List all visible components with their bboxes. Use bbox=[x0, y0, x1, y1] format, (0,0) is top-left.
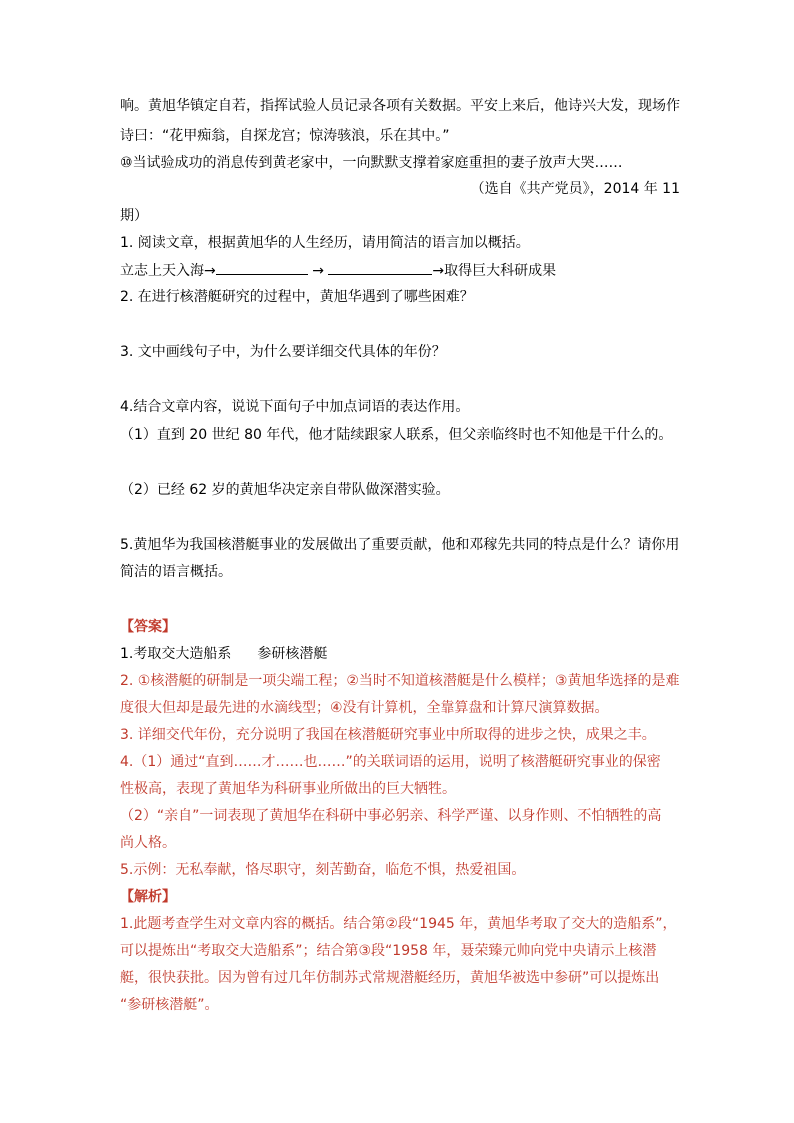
question-2: 2. 在进行核潜艇研究的过程中，黄旭华遇到了哪些困难？ bbox=[120, 289, 474, 305]
answer-1-part-2: 参研核潜艇 bbox=[257, 646, 328, 662]
answer-3: 3. 详细交代年份，充分说明了我国在核潜艇研究事业中所取得的进步之快，成果之丰。 bbox=[120, 727, 656, 743]
question-4: 4.结合文章内容，说说下面句子中加点词语的表达作用。 bbox=[120, 399, 470, 415]
answer-4-2-line-1: （2）“亲自”一词表现了黄旭华在科研中事必躬亲、科学严谨、以身作则、不怕牺牲的高 bbox=[120, 808, 662, 824]
fill-arrow: → bbox=[312, 263, 324, 279]
answer-blank-1[interactable] bbox=[216, 260, 308, 275]
passage-line-1: 响。黄旭华镇定自若，指挥试验人员记录各项有关数据。平安上来后，他诗兴大发，现场作 bbox=[120, 98, 680, 114]
answer-header: 【答案】 bbox=[120, 619, 176, 635]
question-1-fill bbox=[120, 260, 680, 281]
answer-2-line-1: 2. ①核潜艇的研制是一项尖端工程；②当时不知道核潜艇是什么模样；③黄旭华选择的是难 bbox=[120, 673, 680, 689]
passage-line-2: 诗曰：“花甲痴翁，自探龙宫；惊涛骇浪，乐在其中。” bbox=[120, 128, 450, 144]
answer-4-1-line-1: 4.（1）通过“直到……才……也……”的关联词语的运用，说明了核潜艇研究事业的保密 bbox=[120, 754, 661, 770]
answer-4-1-line-2: 性极高，表现了黄旭华为科研事业所做出的巨大牺牲。 bbox=[120, 781, 456, 797]
question-1: 1. 阅读文章，根据黄旭华的人生经历，请用简洁的语言加以概括。 bbox=[120, 235, 530, 251]
passage-line-3: ⑩当试验成功的消息传到黄老家中，一向默默支撑着家庭重担的妻子放声大哭…… bbox=[120, 155, 623, 171]
answer-5: 5.示例：无私奉献，恪尽职守，刻苦勤奋，临危不惧，热爱祖国。 bbox=[120, 862, 526, 878]
question-5-line-2: 简洁的语言概括。 bbox=[120, 564, 232, 580]
answer-2-line-2: 度很大但却是最先进的水滴线型；④没有计算机，全靠算盘和计算尺演算数据。 bbox=[120, 700, 609, 716]
analysis-header: 【解析】 bbox=[120, 889, 176, 905]
analysis-line-1: 1.此题考查学生对文章内容的概括。结合第②段“1945 年，黄旭华考取了交大的造船系”， bbox=[120, 916, 677, 932]
analysis-line-3: 艇，很快获批。因为曾有过几年仿制苏式常规潜艇经历，黄旭华被选中参研”可以提炼出 bbox=[120, 970, 660, 986]
source-citation-cont: 期） bbox=[120, 208, 148, 224]
question-4-1: （1）直到 20 世纪 80 年代，他才陆续跟家人联系，但父亲临终时也不知他是干什么的。 bbox=[120, 427, 673, 443]
fill-end: →取得巨大科研成果 bbox=[432, 263, 557, 279]
question-4-2: （2）已经 62 岁的黄旭华决定亲自带队做深潜实验。 bbox=[120, 482, 450, 498]
answer-1-part-1: 1.考取交大造船系 bbox=[120, 646, 232, 662]
analysis-line-2: 可以提炼出“考取交大造船系”；结合第③段“1958 年，聂荣臻元帅向党中央请示上核潜 bbox=[120, 943, 657, 959]
question-3: 3. 文中画线句子中，为什么要详细交代具体的年份？ bbox=[120, 344, 446, 360]
answer-1 bbox=[120, 644, 680, 664]
question-5-line-1: 5.黄旭华为我国核潜艇事业的发展做出了重要贡献，他和邓稼先共同的特点是什么？请你用 bbox=[120, 537, 680, 553]
analysis-line-4: “参研核潜艇”。 bbox=[120, 997, 219, 1013]
source-citation: （选自《共产党员》，2014 年 11 bbox=[470, 181, 680, 197]
answer-4-2-line-2: 尚人格。 bbox=[120, 835, 176, 851]
fill-start: 立志上天入海→ bbox=[120, 263, 216, 279]
answer-blank-2[interactable] bbox=[328, 260, 432, 275]
